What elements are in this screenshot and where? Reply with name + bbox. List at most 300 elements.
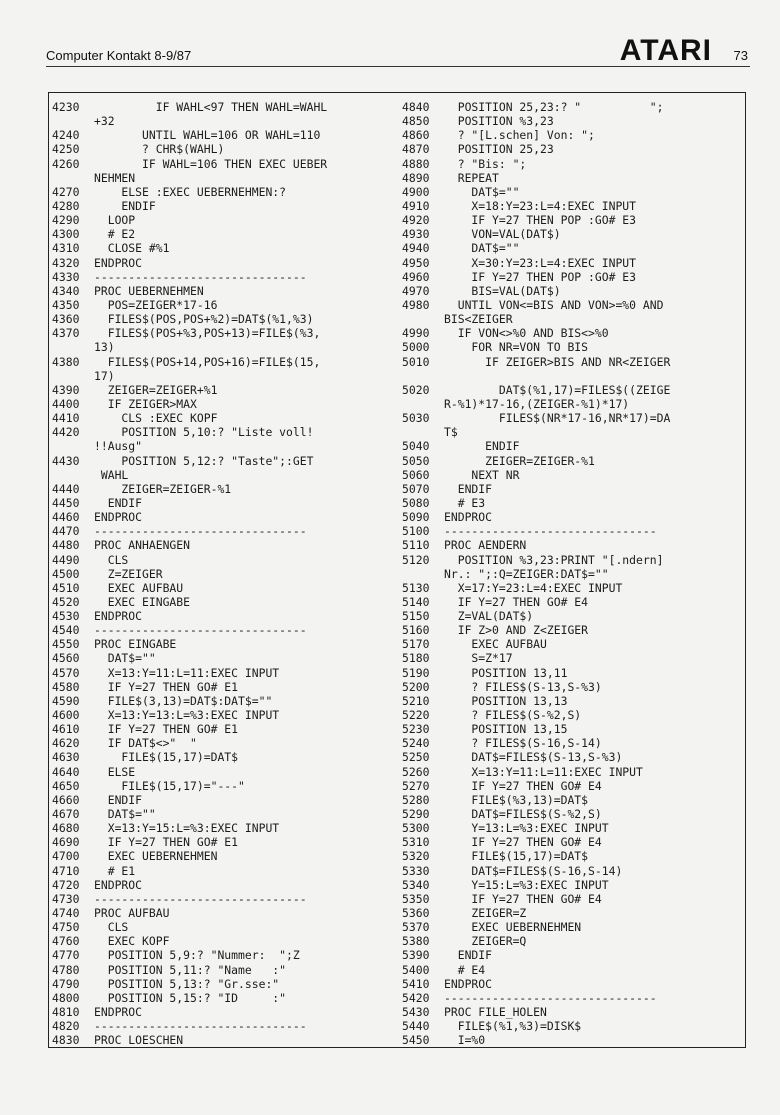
line-number: 5380 — [402, 934, 430, 949]
code-line — [52, 623, 392, 637]
line-number: 5290 — [402, 807, 430, 822]
code-line — [402, 397, 744, 411]
code-text: S=Z*17 — [444, 651, 513, 666]
code-line — [402, 496, 744, 510]
code-text: +32 — [94, 114, 115, 129]
code-line — [52, 199, 392, 213]
code-line — [402, 708, 744, 722]
code-text: FILE$(15,17)=DAT$ — [444, 849, 589, 864]
code-text: IF Y=27 THEN GO# E1 — [94, 835, 239, 850]
line-number: 4950 — [402, 255, 430, 270]
line-number: 5340 — [402, 877, 430, 892]
line-number: 4660 — [52, 792, 80, 807]
code-text: PROC AENDERN — [444, 538, 527, 553]
code-text: FILE$(3,13)=DAT$:DAT$="" — [94, 693, 273, 708]
line-number: 4810 — [52, 1005, 80, 1019]
code-line — [402, 1005, 744, 1019]
code-text: IF WAHL=106 THEN EXEC UEBER — [94, 156, 328, 171]
code-text: NEXT NR — [444, 467, 520, 482]
code-line — [402, 142, 744, 156]
code-line — [52, 496, 392, 510]
line-number: 4680 — [52, 821, 80, 836]
code-line — [402, 553, 744, 567]
code-text: IF Y=27 THEN GO# E4 — [444, 835, 602, 850]
code-text: ZEIGER=Z — [444, 906, 527, 921]
code-text: POSITION 13,13 — [444, 693, 568, 708]
code-line — [402, 340, 744, 354]
line-number: 5120 — [402, 552, 430, 567]
line-number: 5280 — [402, 792, 430, 807]
code-text: IF Y=27 THEN POP :GO# E3 — [444, 213, 637, 228]
code-line — [402, 651, 744, 665]
code-text: EXEC UEBERNEHMEN — [444, 920, 582, 935]
line-number: 5270 — [402, 778, 430, 793]
code-text: ENDPROC — [94, 877, 143, 892]
line-number: 5400 — [402, 962, 430, 977]
code-line — [52, 835, 392, 849]
listing-column-left — [52, 100, 392, 1047]
code-text: PROC ANHAENGEN — [94, 538, 191, 553]
code-line — [52, 157, 392, 171]
code-line — [52, 651, 392, 665]
line-number: 4600 — [52, 708, 80, 723]
code-text: ENDPROC — [94, 510, 143, 525]
code-text: IF ZEIGER>MAX — [94, 396, 197, 411]
code-text: X=17:Y=23:L=4:EXEC INPUT — [444, 580, 623, 595]
code-line — [52, 595, 392, 609]
code-text: Z=ZEIGER — [94, 566, 163, 581]
code-line — [52, 468, 392, 482]
code-line — [402, 567, 744, 581]
code-text: IF Y=27 THEN GO# E1 — [94, 679, 239, 694]
code-text: ELSE :EXEC UEBERNEHMEN:? — [94, 184, 287, 199]
code-text: POSITION 5,12:? "Taste";:GET — [94, 453, 314, 468]
line-number: 4410 — [52, 411, 80, 426]
line-number: 4850 — [402, 114, 430, 129]
line-number: 4360 — [52, 312, 80, 327]
code-line — [402, 284, 744, 298]
code-text: ? CHR$(WAHL) — [94, 142, 225, 157]
code-line — [52, 227, 392, 241]
line-number: 4970 — [402, 283, 430, 298]
code-text: POSITION %3,23 — [444, 114, 554, 129]
code-line — [402, 369, 744, 383]
code-text: ------------------------------- — [444, 524, 657, 539]
code-line — [52, 114, 392, 128]
code-line — [52, 213, 392, 227]
code-line — [402, 722, 744, 736]
code-text: DAT$=FILES$(S-13,S-%3) — [444, 750, 623, 765]
line-number: 4900 — [402, 184, 430, 199]
code-line — [402, 963, 744, 977]
code-text: EXEC AUFBAU — [94, 580, 184, 595]
code-text: LOOP — [94, 213, 136, 228]
line-number: 4500 — [52, 566, 80, 581]
line-number: 4820 — [52, 1019, 80, 1034]
line-number: 5230 — [402, 722, 430, 737]
line-number: 4750 — [52, 920, 80, 935]
code-line — [52, 171, 392, 185]
code-line — [402, 991, 744, 1005]
code-text: FILES$(POS+%3,POS+13)=FILE$(%3, — [94, 326, 321, 341]
code-text: ENDPROC — [94, 255, 143, 270]
line-number: 4840 — [402, 100, 430, 114]
code-line — [402, 157, 744, 171]
code-text: ZEIGER=ZEIGER+%1 — [94, 382, 218, 397]
code-text: ENDIF — [94, 495, 143, 510]
line-number: 4550 — [52, 637, 80, 652]
code-line — [402, 1019, 744, 1033]
line-number: 5260 — [402, 764, 430, 779]
code-text: EXEC KOPF — [94, 934, 170, 949]
code-line — [52, 1005, 392, 1019]
line-number: 4720 — [52, 877, 80, 892]
code-text: ENDPROC — [444, 510, 493, 525]
code-text: DAT$(%1,17)=FILES$((ZEIGE — [444, 382, 671, 397]
line-number: 4940 — [402, 241, 430, 256]
code-line — [402, 736, 744, 750]
line-number: 4760 — [52, 934, 80, 949]
code-line — [402, 637, 744, 651]
code-text: POSITION 5,10:? "Liste voll! — [94, 425, 314, 440]
code-line — [402, 581, 744, 595]
code-text: ? FILES$(S-13,S-%3) — [444, 679, 602, 694]
line-number: 5100 — [402, 524, 430, 539]
line-number: 4740 — [52, 906, 80, 921]
line-number: 4330 — [52, 269, 80, 284]
code-line — [402, 793, 744, 807]
code-line — [52, 383, 392, 397]
code-text: DAT$="" — [444, 184, 520, 199]
line-number: 4530 — [52, 609, 80, 624]
code-line — [52, 312, 392, 326]
code-text: PROC AUFBAU — [94, 906, 170, 921]
code-line — [52, 765, 392, 779]
code-line — [52, 1033, 392, 1047]
code-text: PROC UEBERNEHMEN — [94, 283, 204, 298]
line-number: 4450 — [52, 495, 80, 510]
line-number: 4780 — [52, 962, 80, 977]
code-text: DAT$="" — [94, 651, 156, 666]
code-line — [402, 609, 744, 623]
code-line — [402, 906, 744, 920]
line-number: 5180 — [402, 651, 430, 666]
code-text: WAHL — [94, 467, 129, 482]
line-number: 4570 — [52, 665, 80, 680]
code-text: # E3 — [444, 495, 486, 510]
code-line — [402, 977, 744, 991]
line-number: 4400 — [52, 396, 80, 411]
line-number: 4700 — [52, 849, 80, 864]
line-number: 5170 — [402, 637, 430, 652]
code-line — [52, 948, 392, 962]
code-line — [52, 411, 392, 425]
code-line — [402, 425, 744, 439]
code-line — [52, 397, 392, 411]
code-line — [402, 298, 744, 312]
code-line — [52, 142, 392, 156]
code-text: POSITION 5,9:? "Nummer: ";Z — [94, 948, 300, 963]
line-number: 4650 — [52, 778, 80, 793]
code-line — [52, 326, 392, 340]
code-line — [52, 256, 392, 270]
code-text: IF Y=27 THEN GO# E4 — [444, 594, 589, 609]
code-line — [52, 439, 392, 453]
line-number: 4510 — [52, 580, 80, 595]
line-number: 5390 — [402, 948, 430, 963]
code-text: POSITION 25,23:? " "; — [444, 100, 664, 114]
line-number: 5240 — [402, 736, 430, 751]
code-line — [402, 948, 744, 962]
line-number: 5190 — [402, 665, 430, 680]
code-line — [402, 468, 744, 482]
code-line — [402, 241, 744, 255]
code-line — [52, 100, 392, 114]
code-text: ------------------------------- — [444, 990, 657, 1005]
code-line — [402, 326, 744, 340]
code-line — [52, 340, 392, 354]
code-line — [52, 821, 392, 835]
line-number: 4260 — [52, 156, 80, 171]
code-line — [402, 100, 744, 114]
line-number: 4380 — [52, 354, 80, 369]
code-line — [402, 383, 744, 397]
line-number: 5040 — [402, 439, 430, 454]
code-line — [52, 538, 392, 552]
line-number: 4310 — [52, 241, 80, 256]
line-number: 4540 — [52, 623, 80, 638]
code-line — [402, 355, 744, 369]
line-number: 4430 — [52, 453, 80, 468]
code-line — [402, 595, 744, 609]
listing-column-right — [402, 100, 744, 1047]
line-number: 4790 — [52, 976, 80, 991]
line-number: 4250 — [52, 142, 80, 157]
code-line — [52, 963, 392, 977]
code-line — [402, 510, 744, 524]
code-text: Nr.: ";:Q=ZEIGER:DAT$="" — [444, 566, 609, 581]
line-number: 4460 — [52, 510, 80, 525]
code-text: ENDIF — [444, 439, 520, 454]
code-line — [402, 454, 744, 468]
code-text: I=%0 — [444, 1033, 486, 1048]
line-number: 4880 — [402, 156, 430, 171]
code-line — [402, 185, 744, 199]
code-text: X=18:Y=23:L=4:EXEC INPUT — [444, 198, 637, 213]
code-line — [52, 991, 392, 1005]
line-number: 4440 — [52, 481, 80, 496]
line-number: 4470 — [52, 524, 80, 539]
code-text: PROC EINGABE — [94, 637, 177, 652]
line-number: 5150 — [402, 609, 430, 624]
code-text: DAT$=FILES$(S-16,S-14) — [444, 863, 623, 878]
code-text: ------------------------------- — [94, 623, 307, 638]
line-number: 5310 — [402, 835, 430, 850]
line-number: 5020 — [402, 382, 430, 397]
line-number: 5420 — [402, 990, 430, 1005]
code-text: POSITION 13,11 — [444, 665, 568, 680]
code-text: UNTIL VON<=BIS AND VON>=%0 AND — [444, 297, 664, 312]
code-line — [52, 270, 392, 284]
line-number: 5050 — [402, 453, 430, 468]
line-number: 4610 — [52, 722, 80, 737]
code-text: DAT$=FILES$(S-%2,S) — [444, 807, 602, 822]
line-number: 5140 — [402, 594, 430, 609]
code-text: Y=15:L=%3:EXEC INPUT — [444, 877, 609, 892]
code-text: REPEAT — [444, 170, 499, 185]
line-number: 4770 — [52, 948, 80, 963]
code-line — [402, 920, 744, 934]
line-number: 4420 — [52, 425, 80, 440]
line-number: 5320 — [402, 849, 430, 864]
line-number: 4930 — [402, 227, 430, 242]
code-text: NEHMEN — [94, 170, 136, 185]
code-line — [402, 1033, 744, 1047]
code-line — [52, 369, 392, 383]
code-text: ZEIGER=Q — [444, 934, 527, 949]
line-number: 4620 — [52, 736, 80, 751]
line-number: 4490 — [52, 552, 80, 567]
line-number: 4690 — [52, 835, 80, 850]
code-text: ENDPROC — [94, 609, 143, 624]
code-line — [402, 227, 744, 241]
code-line — [52, 934, 392, 948]
line-number: 5370 — [402, 920, 430, 935]
code-text: BIS=VAL(DAT$) — [444, 283, 561, 298]
code-line — [402, 623, 744, 637]
code-text: ENDIF — [94, 198, 156, 213]
code-line — [402, 878, 744, 892]
code-line — [52, 298, 392, 312]
line-number: 4800 — [52, 990, 80, 1005]
code-text: CLOSE #%1 — [94, 241, 170, 256]
code-text: EXEC AUFBAU — [444, 637, 547, 652]
code-text: ENDIF — [94, 792, 143, 807]
line-number: 5220 — [402, 708, 430, 723]
code-text: VON=VAL(DAT$) — [444, 227, 561, 242]
line-number: 4230 — [52, 100, 80, 114]
code-text: DAT$="" — [444, 241, 520, 256]
line-number: 4890 — [402, 170, 430, 185]
code-text: IF Y=27 THEN GO# E4 — [444, 891, 602, 906]
code-line — [402, 750, 744, 764]
code-text: X=13:Y=11:L=11:EXEC INPUT — [94, 665, 280, 680]
code-line — [52, 609, 392, 623]
code-line — [52, 510, 392, 524]
line-number: 4270 — [52, 184, 80, 199]
line-number: 5160 — [402, 623, 430, 638]
line-number: 4920 — [402, 213, 430, 228]
line-number: 5030 — [402, 411, 430, 426]
code-text: Z=VAL(DAT$) — [444, 609, 534, 624]
code-text: ? FILES$(S-16,S-14) — [444, 736, 602, 751]
line-number: 4870 — [402, 142, 430, 157]
line-number: 5440 — [402, 1019, 430, 1034]
code-text: ENDPROC — [444, 976, 493, 991]
code-line — [52, 355, 392, 369]
code-line — [52, 694, 392, 708]
line-number: 4910 — [402, 198, 430, 213]
page-number: 73 — [733, 48, 748, 63]
line-number: 4630 — [52, 750, 80, 765]
code-line — [52, 736, 392, 750]
code-text: FILES$(POS+14,POS+16)=FILE$(15, — [94, 354, 321, 369]
code-line — [402, 892, 744, 906]
line-number: 5110 — [402, 538, 430, 553]
code-text: X=13:Y=13:L=%3:EXEC INPUT — [94, 708, 280, 723]
line-number: 5450 — [402, 1033, 430, 1048]
line-number: 5300 — [402, 821, 430, 836]
code-text: POSITION 5,13:? "Gr.sse:" — [94, 976, 280, 991]
line-number: 4640 — [52, 764, 80, 779]
code-line — [52, 284, 392, 298]
code-text: !!Ausg" — [94, 439, 143, 454]
code-line — [402, 694, 744, 708]
code-text: IF Y=27 THEN POP :GO# E3 — [444, 269, 637, 284]
code-text: Y=13:L=%3:EXEC INPUT — [444, 821, 609, 836]
code-text: ------------------------------- — [94, 524, 307, 539]
line-number: 4280 — [52, 198, 80, 213]
code-text: EXEC EINGABE — [94, 594, 191, 609]
code-line — [52, 482, 392, 496]
line-number: 5010 — [402, 354, 430, 369]
line-number: 4830 — [52, 1033, 80, 1048]
code-line — [402, 199, 744, 213]
line-number: 5330 — [402, 863, 430, 878]
line-number: 5070 — [402, 481, 430, 496]
line-number: 4390 — [52, 382, 80, 397]
code-line — [52, 425, 392, 439]
code-line — [402, 849, 744, 863]
code-line — [402, 171, 744, 185]
line-number: 5430 — [402, 1005, 430, 1019]
code-text: ? "[L.schen] Von: "; — [444, 128, 595, 143]
code-line — [52, 708, 392, 722]
code-line — [402, 213, 744, 227]
code-text: EXEC UEBERNEHMEN — [94, 849, 218, 864]
line-number: 4960 — [402, 269, 430, 284]
code-line — [402, 312, 744, 326]
code-line — [52, 666, 392, 680]
code-text: ENDIF — [444, 481, 493, 496]
line-number: 4860 — [402, 128, 430, 143]
line-number: 4480 — [52, 538, 80, 553]
code-line — [402, 114, 744, 128]
line-number: 4320 — [52, 255, 80, 270]
line-number: 5080 — [402, 495, 430, 510]
line-number: 4350 — [52, 297, 80, 312]
code-text: FOR NR=VON TO BIS — [444, 340, 589, 355]
code-line — [402, 439, 744, 453]
code-line — [52, 128, 392, 142]
code-text: ENDIF — [444, 948, 493, 963]
code-line — [402, 538, 744, 552]
code-text: IF DAT$<>" " — [94, 736, 197, 751]
code-line — [402, 821, 744, 835]
code-line — [52, 878, 392, 892]
code-text: BIS<ZEIGER — [444, 312, 513, 327]
code-text: IF Y=27 THEN GO# E1 — [94, 722, 239, 737]
code-line — [402, 270, 744, 284]
code-text: # E2 — [94, 227, 136, 242]
header-rule — [46, 66, 750, 67]
code-line — [52, 750, 392, 764]
code-line — [52, 977, 392, 991]
code-line — [402, 524, 744, 538]
code-text: POSITION %3,23:PRINT "[.ndern] — [444, 552, 664, 567]
code-line — [52, 680, 392, 694]
code-text: FILE$(%1,%3)=DISK$ — [444, 1019, 582, 1034]
